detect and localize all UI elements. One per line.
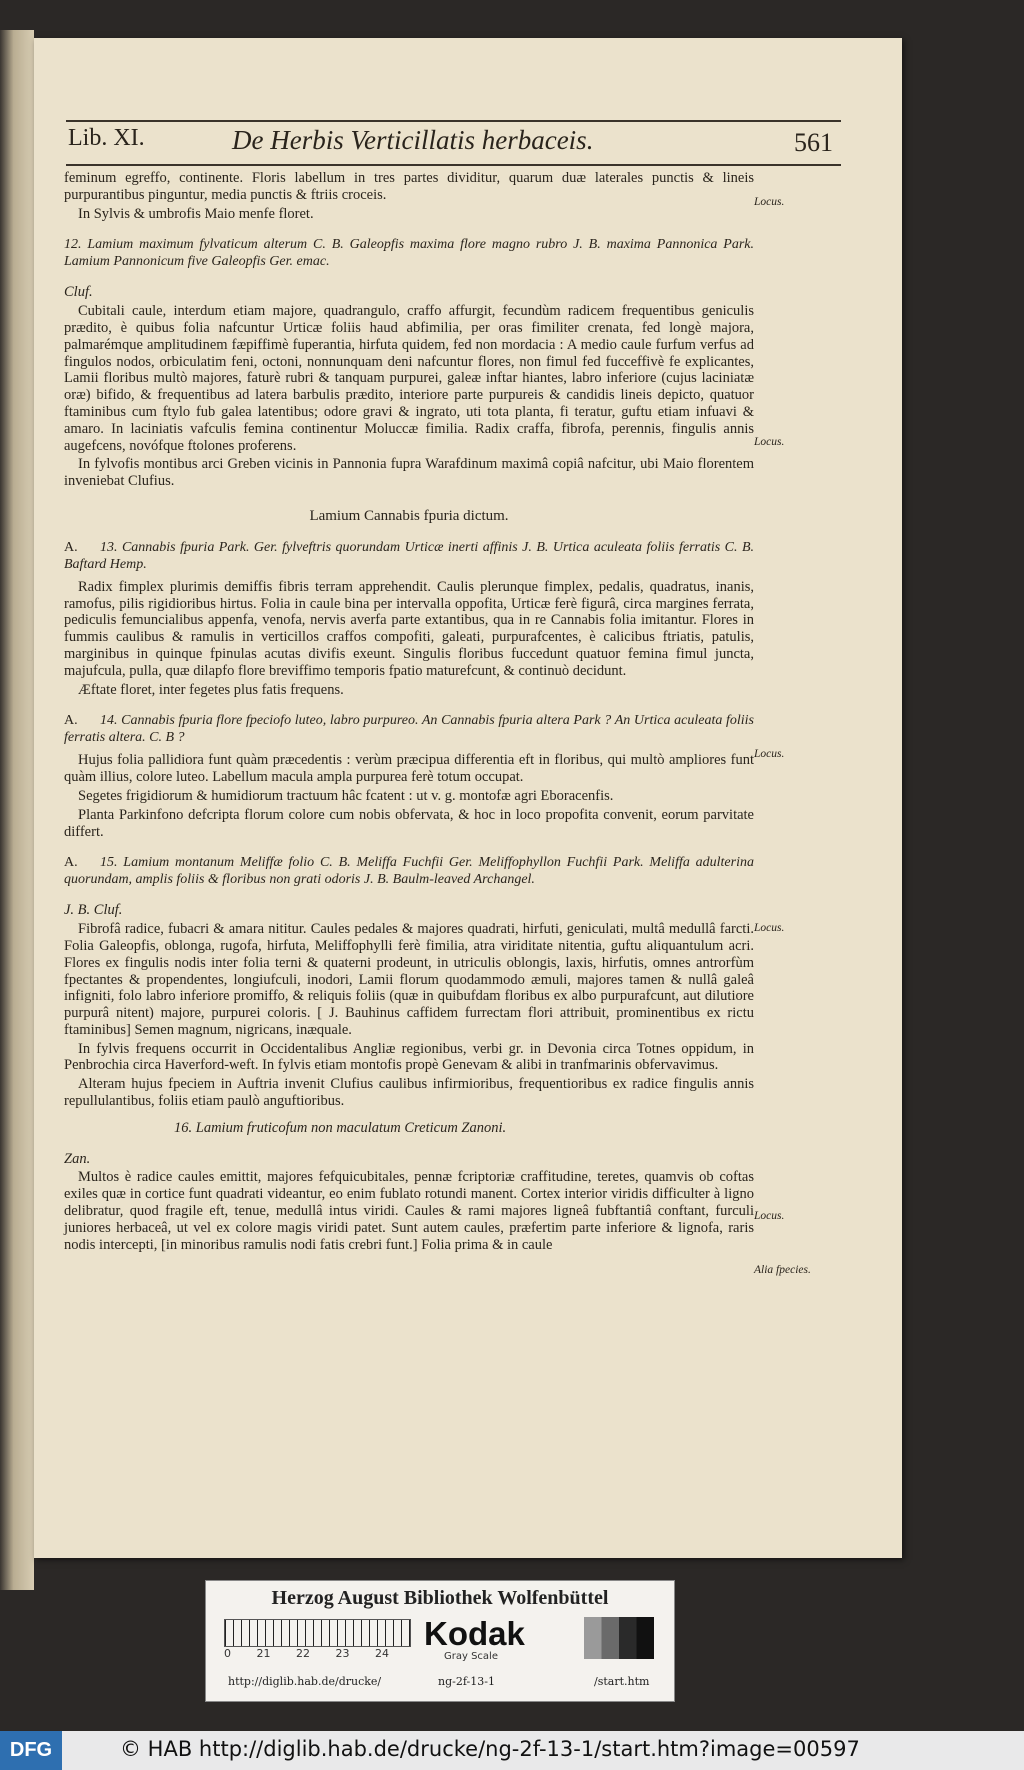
paragraph: In fylvis frequens occurrit in Occidentalibus Angliæ regionibus, verbi gr. in Devonia circa Totnes oppidum, in Penbrochia circa Haverford-weft. In fylvis etiam montofis propè Genevam & alibi in tranfmarinis obfervavimus. xyxy=(64,1040,754,1074)
entry-text: 15. Lamium montanum Meliffæ folio C. B. Meliffa Fuchfii Ger. Meliffophyllon Fuchfii Park. Meliffa adulterina quorundam, amplis foliis & floribus non grati odoris J. B. Baulm-leaved Archangel. xyxy=(64,855,754,888)
book-edge xyxy=(0,30,34,1590)
page-header xyxy=(66,120,841,166)
gray-scale-label: Gray Scale xyxy=(444,1651,498,1662)
margin-note-locus: Locus. xyxy=(754,196,785,208)
entry-13 xyxy=(64,539,754,573)
margin-note-locus: Locus. xyxy=(754,436,785,448)
paragraph: Segetes frigidiorum & humidiorum tractuum hâc fcatent : ut v. g. montofæ agri Eboracenfis. xyxy=(78,787,614,804)
library-name: Herzog August Bibliothek Wolfenbüttel xyxy=(271,1587,609,1609)
paragraph: Fibrofâ radice, fubacri & amara nititur. Caules pedales & majores quadrati, hirfuti, geniculati, multâ medullâ farcti. Folia Galeopfis, oblonga, rugofa, hirfuta, Meliffophylli ferè fimilia, atra viriditate nitentia, guftu aliquantulum acri. Flores ex fingulis nodis inter folia terni & quaterni prodeunt, in utriculis oblongis, laxis, hirfutis, omnes antrorfùm fpectantes & propendentes, longiufculi, inodori, Lamii florum quodammodo æmuli, majores tamen & nullâ galeâ infigniti, folo labro inferiore promiffo, & reliquis foliis (quæ in quibufdam floribus ex albo purpurafcunt, aut dilutiore purpurâ nitent) majore, purpurei coloris. [ J. Bauhinus caffidem furrectam flori attribuit, prominentibus ex rictu ftaminibus] Semen magnum, nigricans, inæquale. xyxy=(64,921,754,1038)
entry-text: 13. Cannabis fpuria Park. Ger. fylveftris quorundam Urticæ inerti affinis J. B. Urtica aculeata foliis ferratis C. B. Baftard Hemp. xyxy=(64,539,754,572)
entry-text: 14. Cannabis fpuria flore fpeciofo luteo, labro purpureo. An Cannabis fpuria altera Park ? An Urtica aculeata foliis ferratis altera. C. B ? xyxy=(64,713,754,746)
paragraph: Alteram hujus fpeciem in Auftria invenit Clufius caulibus infirmioribus, frequentioribus ex radice fingulis annis repullulantibus, foliis etiam paulò anguftioribus. xyxy=(64,1076,754,1110)
entry-16: 16. Lamium fruticofum non maculatum Creticum Zanoni. xyxy=(174,1119,507,1136)
page-body xyxy=(64,170,754,1255)
paragraph: Planta Parkinfono defcripta florum colore cum nobis obfervata, & hoc in loco propofita convenit, eorum parvitate differt. xyxy=(64,806,754,840)
credit-link[interactable]: © HAB http://diglib.hab.de/drucke/ng-2f-13-1/start.htm?image=00597 xyxy=(120,1737,860,1761)
footer-url: http://diglib.hab.de/drucke/ xyxy=(228,1675,382,1688)
paragraph: Hujus folia pallidiora funt quàm præcedentis : verùm præcipua differentia eft in floribus, qui multò ampliores funt quàm illius, colore luteo. Labellum macula ampla purpurea ferè totum occupat. xyxy=(64,752,754,786)
kodak-logo: Kodak xyxy=(424,1615,525,1652)
entry-mark: A. xyxy=(64,855,78,871)
entry-14 xyxy=(64,712,754,746)
book-page xyxy=(34,38,902,1558)
citation: J. B. Cluf. xyxy=(64,902,123,919)
margin-note-locus: Locus. xyxy=(754,748,785,760)
margin-note-locus: Locus. xyxy=(754,1210,785,1222)
citation: Zan. xyxy=(64,1150,91,1167)
library-color-card xyxy=(205,1580,675,1702)
section-title: Lamium Cannabis fpuria dictum. xyxy=(309,507,509,524)
entry-mark: A. xyxy=(64,539,78,555)
paragraph: feminum egreffo, continente. Floris labellum in tres partes dividitur, quarum duæ laterales punctis & lineis purpurantibus pinguntur, media punctis & ftriis croceis. xyxy=(64,170,754,203)
paragraph: Æftate floret, inter fegetes plus fatis frequens. xyxy=(78,681,344,698)
gray-scale-swatch xyxy=(584,1617,654,1659)
entry-12: 12. Lamium maximum fylvaticum alterum C. B. Galeopfis maxima flore magno rubro J. B. maxima Pannonica Park. Lamium Pannonicum five Galeopfis Ger. emac. xyxy=(64,237,754,270)
ruler-scale xyxy=(224,1619,411,1647)
paragraph: In fylvofis montibus arci Greben vicinis in Pannonia fupra Warafdinum maximâ copiâ nafcitur, ubi Maio florentem inveniebat Clufius. xyxy=(64,456,754,490)
margin-note-alia-species: Alia fpecies. xyxy=(754,1264,811,1276)
paragraph: In Sylvis & umbrofis Maio menfe floret. xyxy=(78,205,314,222)
entry-mark: A. xyxy=(64,713,78,729)
ruler-numbers: 0 21 22 23 24 xyxy=(224,1647,389,1660)
margin-note-locus: Locus. xyxy=(754,922,785,934)
citation: Cluf. xyxy=(64,284,93,301)
entry-15 xyxy=(64,854,754,888)
footer-start: /start.htm xyxy=(594,1675,650,1688)
paragraph: Multos è radice caules emittit, majores fefquicubitales, pennæ fcriptoriæ craffitudine, teretes, quamvis ob coftas exiles quæ in cortice funt quadrati videantur, eo enim fublato rotundi manent. Cortex interior viridis difficulter à ligno delibratur, quod fragile eft, tenue, medullâ intus viridi. Caules & rami majores ligneâ fubftantiâ conftant, furculi juniores herbaceâ, ut vel ex colore magis viridi patet. Sunt autem caules, præfertim parte inferiore & lignofa, raris nodis intercepti, [in minoribus ramulis nodi fatis crebri funt.] Folia prima & in caule xyxy=(64,1169,754,1253)
paragraph: Cubitali caule, interdum etiam majore, quadrangulo, craffo affurgit, fecundùm radicem frequentibus geniculis prædito, è quibus folia nafcuntur Urticæ foliis haud abfimilia, per oras fimiliter crenata, fed longè majora, palmarémque amplitudinem fæpiffimè fuperantia, hirfuta quidem, fed non mordacia : A medio caule furfum verfus ad fingulos nodos, orbiculatim feni, octoni, nonnunquam deni nafcuntur flores, non fimul fed fucceffivè fe explicantes, Lamii floribus multò majores, faturè rubri & tanquam purpurei, galeæ inftar hiantes, labro inferiore (cujus laciniatæ oræ) bifido, & frequentibus ad latera barbulis prædito, interiore parte purpureis & candidis lineis depicto, quatuor ftaminibus cum ftylo fub galea latentibus; odore gravi & ingrato, uti tota planta, fi teratur, guftu etiam infuavi & amaro. In laciniatis vafculis femina continentur Moluccæ fimilia. Radix craffa, fibrofa, perennis, fingulis annis augefcens, novófque ftolones proferens. xyxy=(64,303,754,454)
paragraph: Radix fimplex plurimis demiffis fibris terram apprehendit. Caulis plerunque fimplex, pedalis, quadratus, inanis, ramofus, pilis rigidioribus hirtus. Folia in caule bina per intervalla oppofita, Urticæ ferè figurâ, circa margines ferrata, pediculis femuncialibus appenfa, venofa, nervis averfa parte extantibus, qua in re Cannabis folia imitantur. Flores in fummis caulibus & ramulis in verticillos craffos compofiti, galeati, purpurafcentes, è calicibus ftriatis, patulis, marginibus in quinque fpinulas acutas divifis exeunt. Singulis floribus fuccedunt quatuor femina fimul juncta, majufcula, pulla, quæ dilapfo flore breviffimo temporis fpatio maturefcunt, & continuò decidunt. xyxy=(64,578,754,679)
running-title: De Herbis Verticillatis herbaceis. xyxy=(232,125,594,155)
viewer-footer-bar xyxy=(0,1731,1024,1770)
book-number: Lib. XI. xyxy=(68,125,145,151)
page-number: 561 xyxy=(794,128,833,157)
footer-code: ng-2f-13-1 xyxy=(438,1675,495,1688)
dfg-logo[interactable]: DFG xyxy=(0,1731,62,1770)
